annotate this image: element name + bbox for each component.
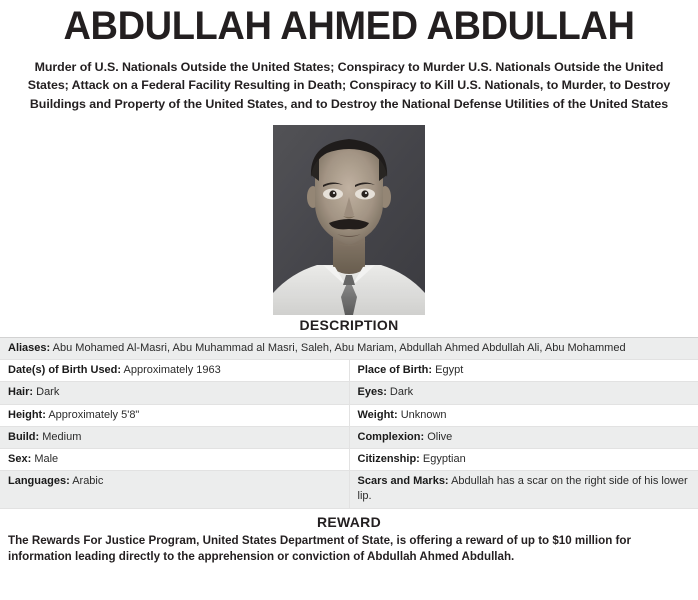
reward-heading: REWARD (316, 513, 382, 530)
citizenship-value: Egyptian (422, 452, 466, 465)
scars-and-marks-cell (349, 471, 698, 508)
reward-text: The Rewards For Justice Program, United States Department of State, is offering a reward of up to $10 million for information leading directly to the apprehension or conviction of Abdullah Ahmed Abdullah. (8, 533, 631, 563)
height-cell (0, 404, 349, 426)
subject-photo (273, 125, 425, 315)
mugshot-photo (273, 125, 425, 315)
place-of-birth-value: Egypt (435, 364, 464, 377)
table-row (0, 426, 698, 448)
dob-label: Date(s) of Birth Used: (8, 364, 122, 377)
hair-value: Dark (36, 386, 60, 399)
citizenship-cell (349, 448, 698, 470)
weight-cell (349, 404, 698, 426)
aliases-value: Abu Mohamed Al-Masri, Abu Muhammad al Masri, Saleh, Abu Mariam, Abdullah Ahmed Abdullah Ali, Abu Mohammed (52, 342, 626, 355)
build-cell (0, 426, 349, 448)
table-row (0, 404, 698, 426)
charges-text: Murder of U.S. Nationals Outside the United States; Conspiracy to Murder U.S. Nationals Outside the United States; Attack on a Federal Facility Resulting in Death; Conspiracy to Kill U.S. Nationals, to Murder, to Destroy Buildings and Property of the United States, and to Destroy the National Defense Utilities of the United States (27, 59, 671, 112)
build-value: Medium (42, 430, 82, 443)
scars-and-marks-label: Scars and Marks: (357, 475, 449, 488)
sex-label: Sex: (8, 452, 32, 465)
scars-and-marks-value: Abdullah has a scar on the right side of his lower lip. (357, 475, 688, 503)
table-row (0, 448, 698, 470)
table-row (0, 471, 698, 508)
title-block (0, 0, 698, 48)
sex-value: Male (34, 452, 59, 465)
description-table (0, 338, 698, 508)
hair-label: Hair: (8, 386, 34, 399)
eyes-label: Eyes: (357, 386, 387, 399)
weight-value: Unknown (400, 408, 447, 421)
description-heading: DESCRIPTION (299, 317, 399, 334)
height-value: Approximately 5'8" (48, 408, 140, 421)
weight-label: Weight: (357, 408, 398, 421)
place-of-birth-label: Place of Birth: (357, 364, 433, 377)
table-row (0, 360, 698, 382)
complexion-label: Complexion: (357, 430, 425, 443)
complexion-cell (349, 426, 698, 448)
height-label: Height: (8, 408, 46, 421)
place-of-birth-cell (349, 360, 698, 382)
complexion-value: Olive (427, 430, 453, 443)
aliases-cell (0, 338, 698, 360)
table-row (0, 382, 698, 404)
table-row-aliases (0, 338, 698, 360)
dob-cell (0, 360, 349, 382)
sex-cell (0, 448, 349, 470)
aliases-label: Aliases: (8, 342, 51, 355)
languages-cell (0, 471, 349, 508)
eyes-value: Dark (389, 386, 414, 399)
eyes-cell (349, 382, 698, 404)
dob-value: Approximately 1963 (123, 364, 221, 377)
hair-cell (0, 382, 349, 404)
build-label: Build: (8, 430, 40, 443)
languages-value: Arabic (72, 475, 104, 488)
languages-label: Languages: (8, 475, 70, 488)
citizenship-label: Citizenship: (357, 452, 420, 465)
page-title: ABDULLAH AHMED ABDULLAH (63, 4, 635, 48)
